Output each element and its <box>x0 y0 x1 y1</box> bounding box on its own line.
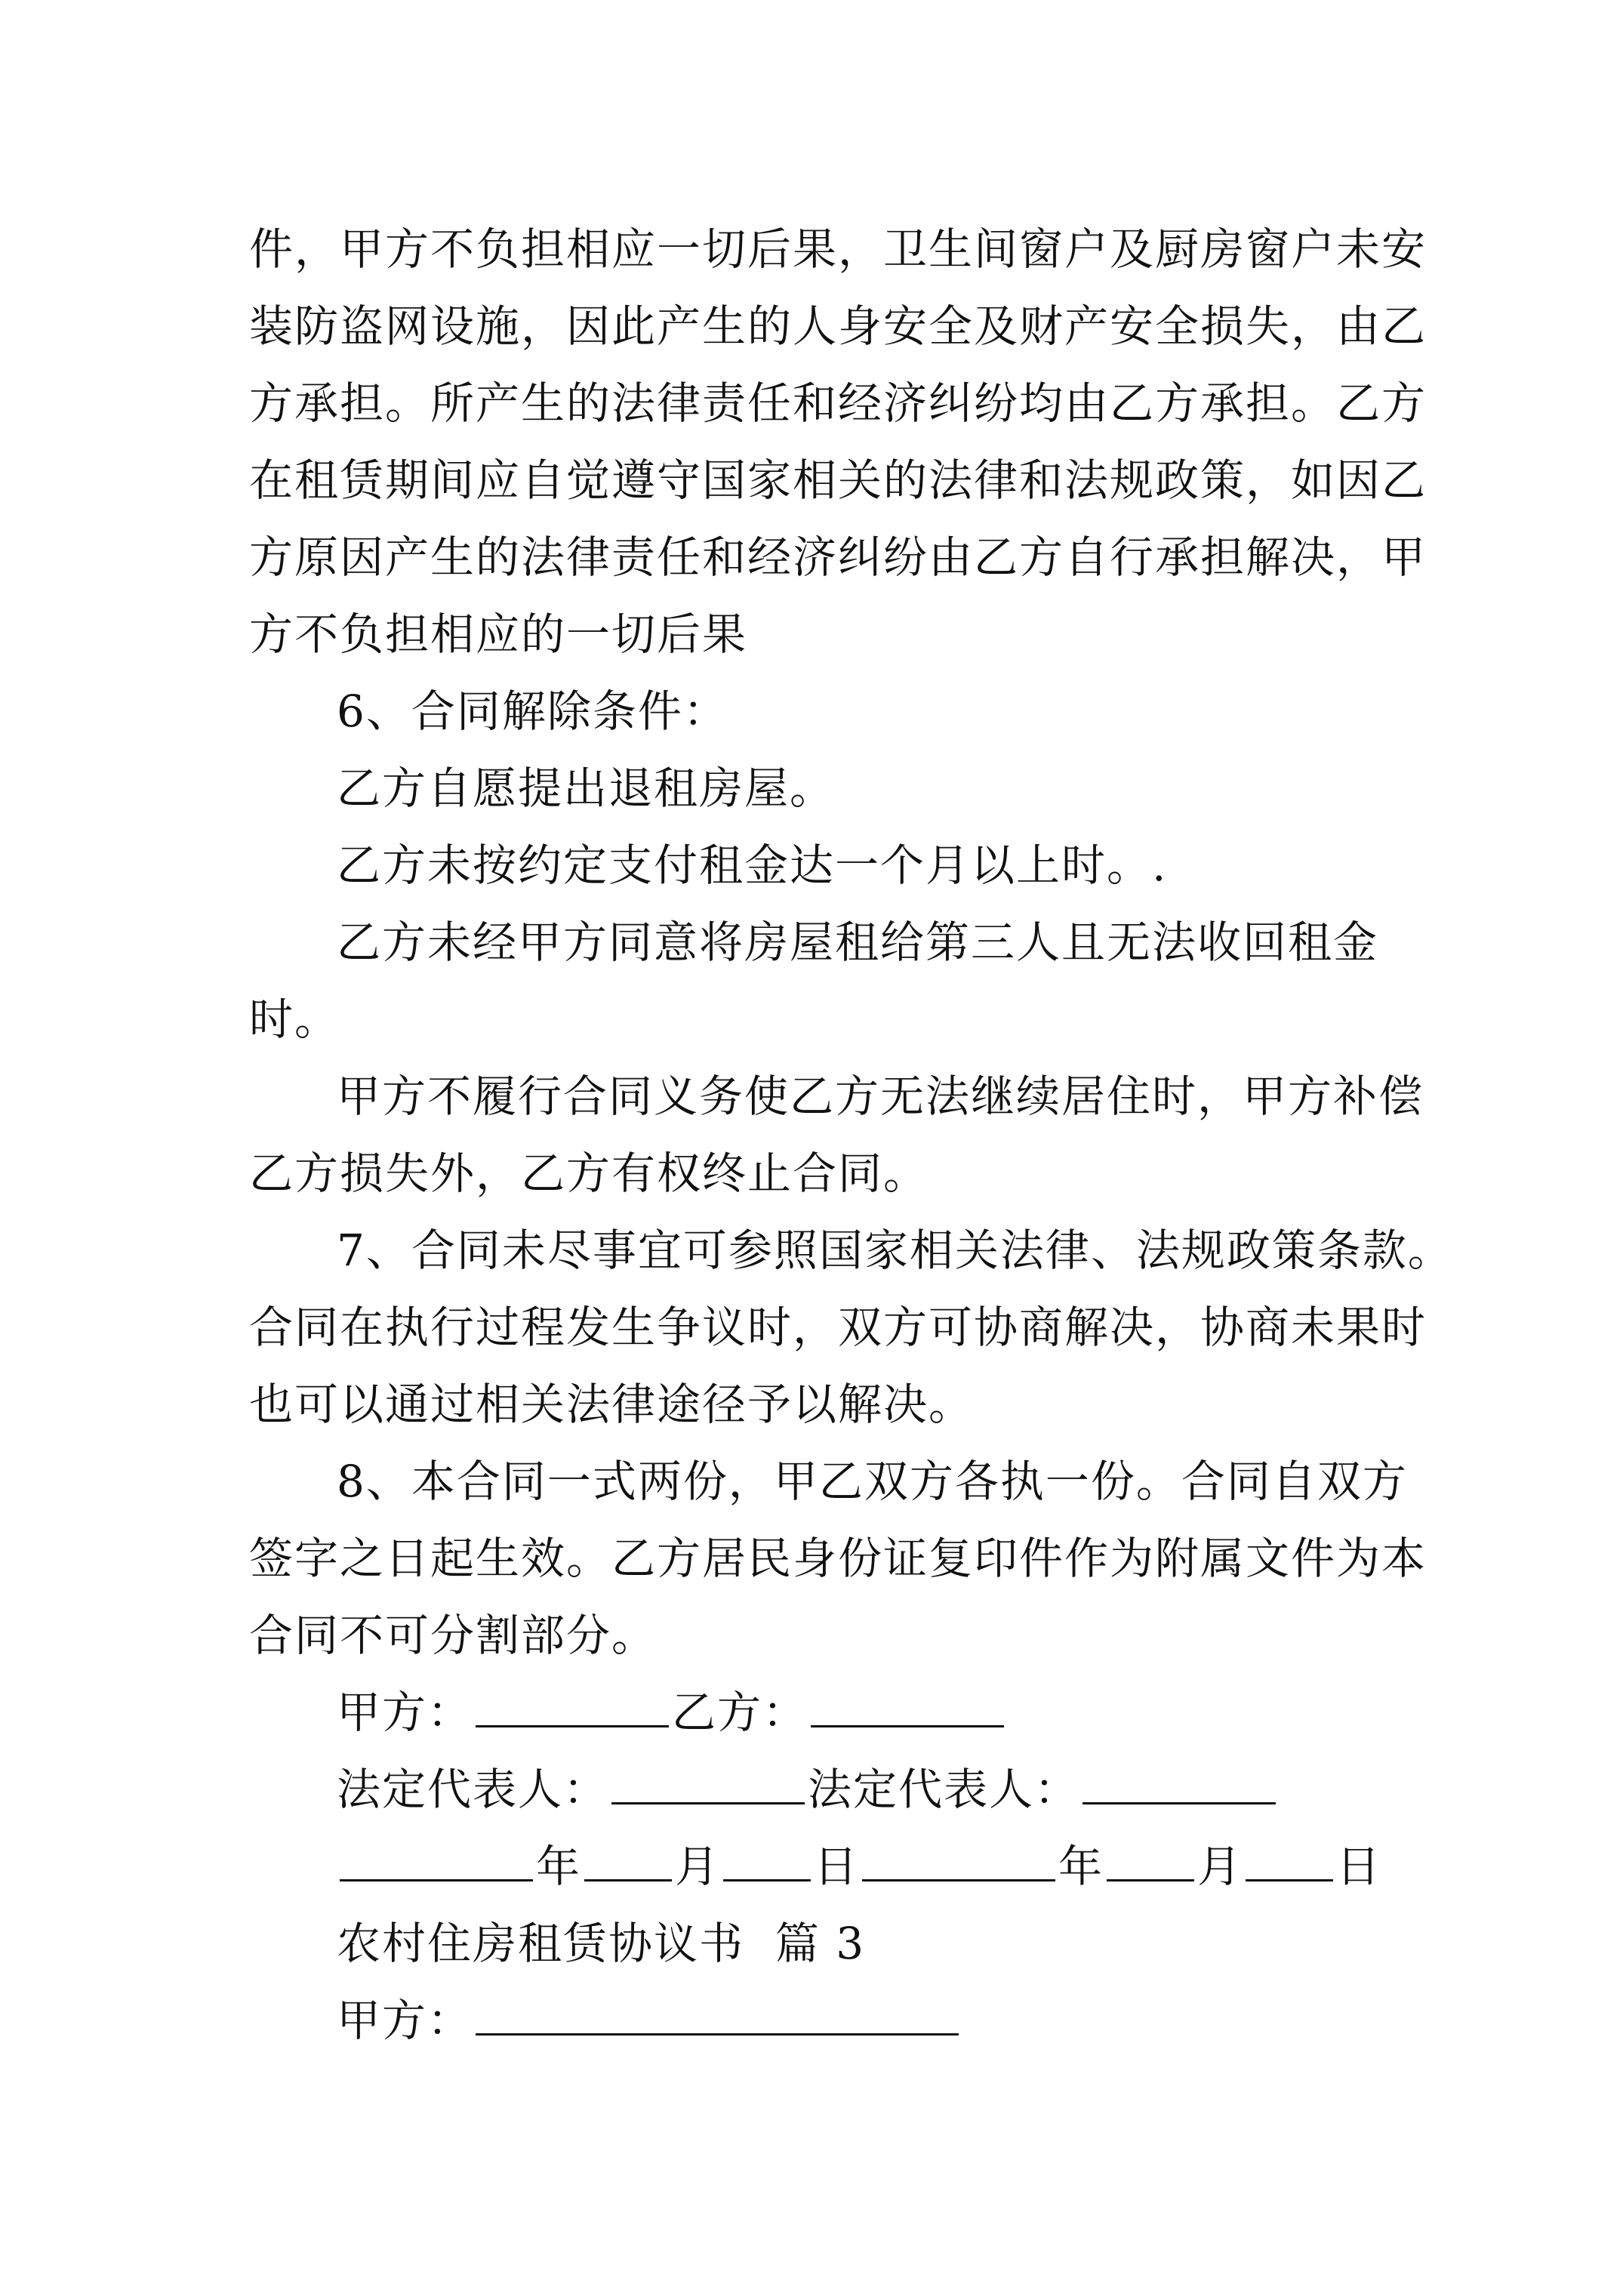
party-a-blank <box>476 1684 669 1727</box>
next-party-a-blank <box>476 1992 959 2036</box>
rep-b-label: 法定代表人： <box>808 1764 1080 1815</box>
year-a-blank <box>340 1838 533 1881</box>
day-label: 日 <box>814 1841 860 1892</box>
paragraph-line: 方不负担相应的一切后果 <box>249 609 748 660</box>
signature-representatives-row <box>337 1759 1279 1820</box>
rep-a-blank <box>611 1761 805 1804</box>
month-a-blank <box>584 1838 672 1881</box>
next-section-party-a-row <box>337 1990 962 2051</box>
section-6-item: 乙方未经甲方同意将房屋租给第三人且无法收回租金 <box>337 917 1379 968</box>
year-label: 年 <box>536 1841 582 1892</box>
section-6-item: 乙方自愿提出退租房屋。 <box>337 763 836 814</box>
next-section-title: 农村住房租赁协议书 篇 3 <box>337 1918 866 1969</box>
rep-b-blank <box>1083 1761 1276 1804</box>
section-6-item-cont: 时。 <box>249 994 340 1045</box>
year-b-blank <box>862 1838 1055 1881</box>
year-label: 年 <box>1058 1841 1104 1892</box>
section-6-title: 6、合同解除条件： <box>337 686 728 737</box>
party-b-blank <box>811 1684 1004 1727</box>
paragraph-line: 在租赁期间应自觉遵守国家相关的法律和法规政策，如因乙 <box>249 455 1427 506</box>
paragraph-line: 件，甲方不负担相应一切后果，卫生间窗户及厨房窗户未安 <box>249 223 1427 275</box>
section-7-line: 合同在执行过程发生争议时，双方可协商解决，协商未果时 <box>249 1302 1427 1353</box>
day-b-blank <box>1246 1838 1333 1881</box>
month-label: 月 <box>675 1841 721 1892</box>
paragraph-line: 方原因产生的法律责任和经济纠纷由乙方自行承担解决，甲 <box>249 532 1427 583</box>
section-7-line: 也可以通过相关法律途径予以解决。 <box>249 1379 975 1430</box>
day-a-blank <box>723 1838 811 1881</box>
paragraph-line: 方承担。所产生的法律责任和经济纠纷均由乙方承担。乙方 <box>249 378 1427 429</box>
section-6-item-cont: 乙方损失外，乙方有权终止合同。 <box>249 1148 929 1199</box>
section-8-line: 签字之日起生效。乙方居民身份证复印件作为附属文件为本 <box>249 1533 1427 1584</box>
party-b-label: 乙方： <box>672 1687 808 1738</box>
section-8-line: 合同不可分割部分。 <box>249 1610 658 1661</box>
section-6-item: 甲方不履行合同义务使乙方无法继续居住时，甲方补偿 <box>337 1071 1424 1122</box>
rep-a-label: 法定代表人： <box>337 1764 609 1815</box>
section-8-line: 8、本合同一式两份，甲乙双方各执一份。合同自双方 <box>337 1456 1408 1507</box>
signature-date-row <box>337 1836 1381 1897</box>
section-6-item: 乙方未按约定支付租金达一个月以上时。. <box>337 840 1168 891</box>
month-label: 月 <box>1197 1841 1243 1892</box>
signature-parties-row <box>337 1682 1007 1743</box>
month-b-blank <box>1107 1838 1194 1881</box>
paragraph-line: 装防盗网设施，因此产生的人身安全及财产安全损失，由乙 <box>249 300 1427 352</box>
party-a-label: 甲方： <box>337 1687 473 1738</box>
section-7-line: 7、合同未尽事宜可参照国家相关法律、法规政策条款。 <box>337 1225 1453 1276</box>
day-label: 日 <box>1336 1841 1382 1892</box>
next-party-a-label: 甲方： <box>337 1995 473 2046</box>
